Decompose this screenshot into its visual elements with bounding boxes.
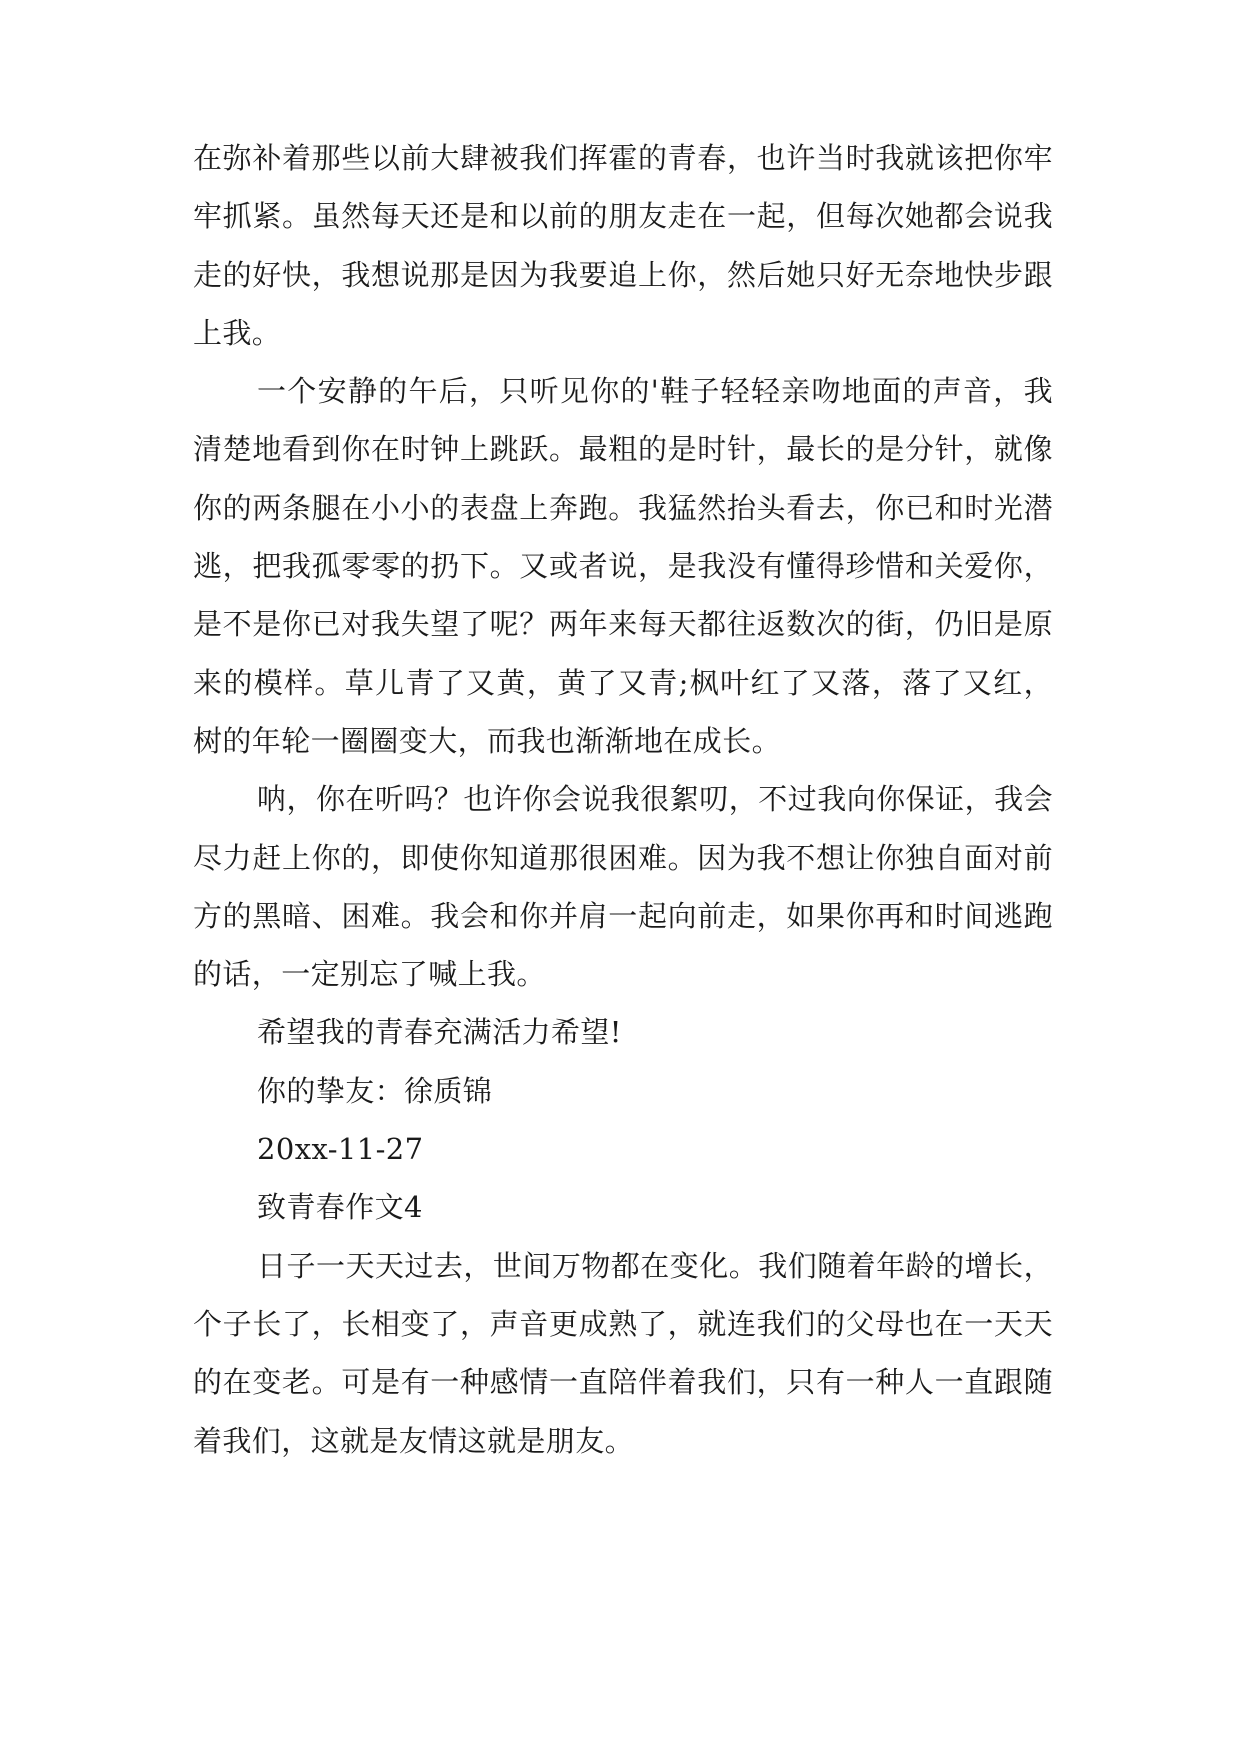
paragraph-afternoon: 一个安静的午后，只听见你的'鞋子轻轻亲吻地面的声音，我清楚地看到你在时钟上跳跃。最粗的是时针，最长的是分针，就像你的两条腿在小小的表盘上奔跑。我猛然抬头看去，你已和时光潜逃，把我孤零零的扔下。又或者说，是我没有懂得珍惜和关爱你，是不是你已对我失望了呢？两年来每天都往返数次的街，仍旧是原来的模样。草儿青了又黄，黄了又青;枫叶红了又落，落了又红，树的年轮一圈圈变大，而我也渐渐地在成长。	[193, 374, 1053, 758]
signature-line: 你的挚友：徐质锦	[257, 1073, 493, 1108]
document-body	[193, 129, 1053, 1470]
paragraph-wish: 希望我的青春充满活力希望!	[257, 1015, 622, 1050]
paragraph-friendship: 日子一天天过去，世间万物都在变化。我们随着年龄的增长，个子长了，长相变了，声音更成熟了，就连我们的父母也在一天天的在变老。可是有一种感情一直陪伴着我们，只有一种人一直跟随着我们，这就是友情这就是朋友。	[193, 1248, 1053, 1458]
essay-heading: 致青春作文4	[257, 1190, 423, 1225]
paragraph-continued: 在弥补着那些以前大肆被我们挥霍的青春，也许当时我就该把你牢牢抓紧。虽然每天还是和以前的朋友走在一起，但每次她都会说我走的好快，我想说那是因为我要追上你，然后她只好无奈地快步跟上我。	[193, 141, 1053, 350]
paragraph-promise: 呐，你在听吗？也许你会说我很絮叨，不过我向你保证，我会尽力赶上你的，即使你知道那很困难。因为我不想让你独自面对前方的黑暗、困难。我会和你并肩一起向前走，如果你再和时间逃跑的话，一定别忘了喊上我。	[193, 782, 1053, 992]
date-line: 20xx-11-27	[257, 1132, 424, 1167]
